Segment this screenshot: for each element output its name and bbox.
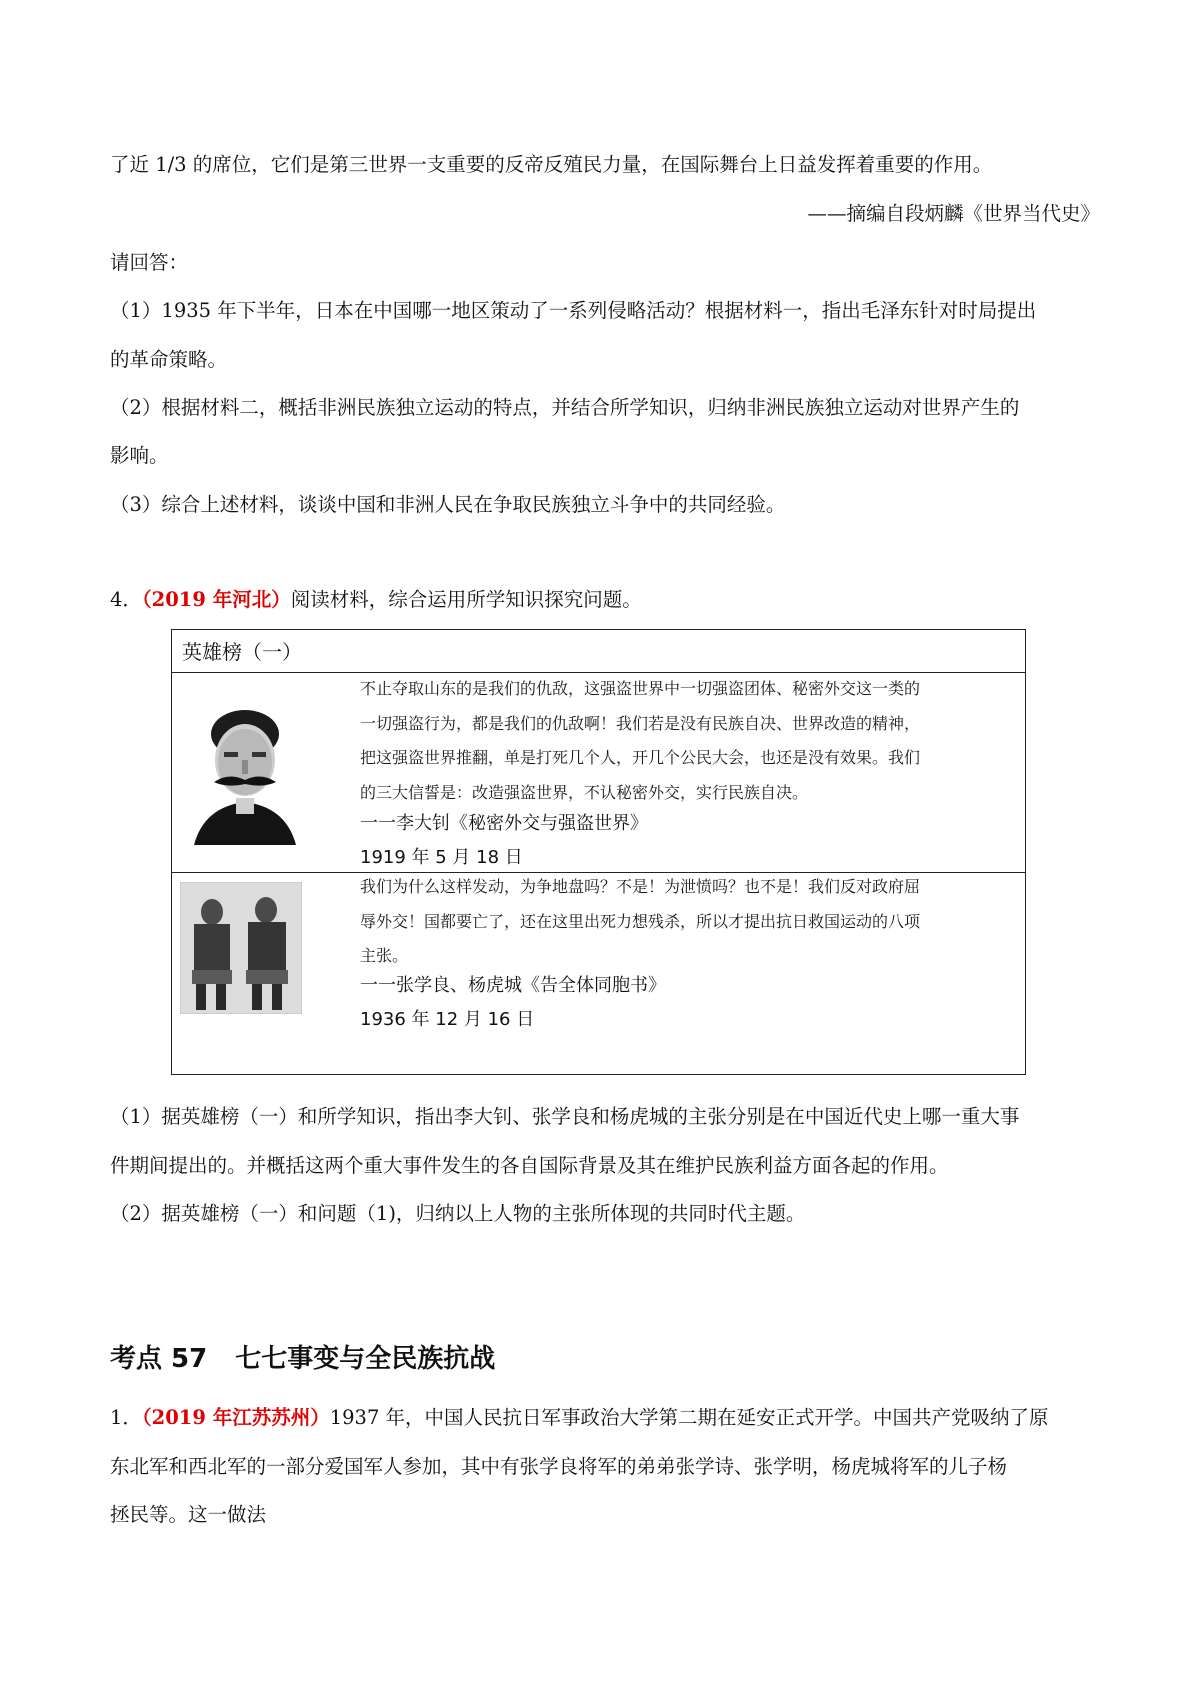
zhang-yang-quote-source: 一一张学良、杨虎城《告全体同胞书》 bbox=[360, 975, 666, 996]
question-3-3-line1: （3）综合上述材料，谈谈中国和非洲人民在争取民族独立斗争中的共同经验。 bbox=[110, 493, 786, 516]
answer-prompt: 请回答： bbox=[110, 251, 189, 274]
question-number: 1． bbox=[110, 1406, 142, 1429]
hero-table-title-row bbox=[172, 630, 1025, 673]
section-number: 考点 57 bbox=[110, 1344, 208, 1374]
li-dazhao-quote-source: 一一李大钊《秘密外交与强盗世界》 bbox=[360, 813, 648, 834]
li-dazhao-quote-date: 1919 年 5 月 18 日 bbox=[360, 847, 523, 868]
zhang-yang-quote-line: 我们为什么这样发动，为争地盘吗？不是！为泄愤吗？也不是！我们反对政府屈 bbox=[360, 877, 921, 896]
section-title: 七七事变与全民族抗战 bbox=[235, 1344, 496, 1374]
question-3-2-line1: （2）根据材料二，概括非洲民族独立运动的特点，并结合所学知识，归纳非洲民族独立运动对世界产生的 bbox=[110, 396, 1020, 419]
question-source-tag: （2019 年河北） bbox=[141, 588, 291, 611]
li-dazhao-quote-line: 不止夺取山东的是我们的仇敌，这强盗世界中一切强盗团体、秘密外交这一类的 bbox=[360, 679, 921, 698]
section-question-1-line3: 拯民等。这一做法 bbox=[110, 1503, 267, 1526]
question-3-1-line1: （1）1935 年下半年，日本在中国哪一地区策动了一系列侵略活动？根据材料一，指出毛泽东针对时局提出 bbox=[110, 299, 1037, 322]
section-question-1-line2: 东北军和西北军的一部分爱国军人参加，其中有张学良将军的弟弟张学诗、张学明，杨虎城将军的儿子杨 bbox=[110, 1455, 1008, 1478]
question-3-1-line2: 的革命策略。 bbox=[110, 348, 228, 371]
zhang-yang-quote-date: 1936 年 12 月 16 日 bbox=[360, 1009, 535, 1030]
hero-row-li-dazhao bbox=[172, 672, 1025, 873]
li-dazhao-quote-line: 一切强盗行为，都是我们的仇敌啊！我们若是没有民族自决、世界改造的精神， bbox=[360, 713, 921, 733]
question-text: 1937 年，中国人民抗日军事政治大学第二期在延安正式开学。中国共产党吸纳了原 bbox=[329, 1406, 1049, 1429]
material-source: ——摘编自段炳麟《世界当代史》 bbox=[807, 202, 1100, 225]
question-4-1-line1: （1）据英雄榜（一）和所学知识，指出李大钊、张学良和杨虎城的主张分别是在中国近代史上哪一重大事 bbox=[110, 1105, 1020, 1128]
zhang-yang-quote-line: 主张。 bbox=[360, 946, 409, 965]
material-text: 了近 1/3 的席位，它们是第三世界一支重要的反帝反殖民力量，在国际舞台上日益发挥着重要的作用。 bbox=[110, 153, 993, 176]
zhang-yang-quote-line: 辱外交！国都要亡了，还在这里出死力想残杀，所以才提出抗日救国运动的八项 bbox=[360, 911, 921, 931]
section-question-1-line1 bbox=[110, 1403, 1049, 1433]
question-number: 4． bbox=[110, 588, 142, 611]
li-dazhao-quote-line: 的三大信誓是：改造强盗世界，不认秘密外交，实行民族自决。 bbox=[360, 782, 809, 802]
li-dazhao-portrait bbox=[184, 702, 306, 845]
question-source-tag: （2019 年江苏苏州） bbox=[141, 1406, 330, 1429]
zhang-yang-photo bbox=[180, 882, 302, 1014]
li-dazhao-quote-line: 把这强盗世界推翻，单是打死几个人，开几个公民大会，也还是没有效果。我们 bbox=[360, 748, 921, 767]
question-4-1-line2: 件期间提出的。并概括这两个重大事件发生的各自国际背景及其在维护民族利益方面各起的作用。 bbox=[110, 1154, 949, 1177]
question-4-2-line1: （2）据英雄榜（一）和问题（1)，归纳以上人物的主张所体现的共同时代主题。 bbox=[110, 1202, 806, 1225]
question-text: 阅读材料，综合运用所学知识探究问题。 bbox=[290, 588, 642, 611]
hero-table-title: 英雄榜（一） bbox=[182, 640, 302, 664]
hero-table bbox=[171, 629, 1026, 1075]
hero-row-zhang-yang bbox=[172, 872, 1025, 1074]
question-4-header bbox=[110, 585, 642, 615]
section-heading bbox=[110, 1342, 495, 1376]
question-3-2-line2: 影响。 bbox=[110, 444, 169, 467]
